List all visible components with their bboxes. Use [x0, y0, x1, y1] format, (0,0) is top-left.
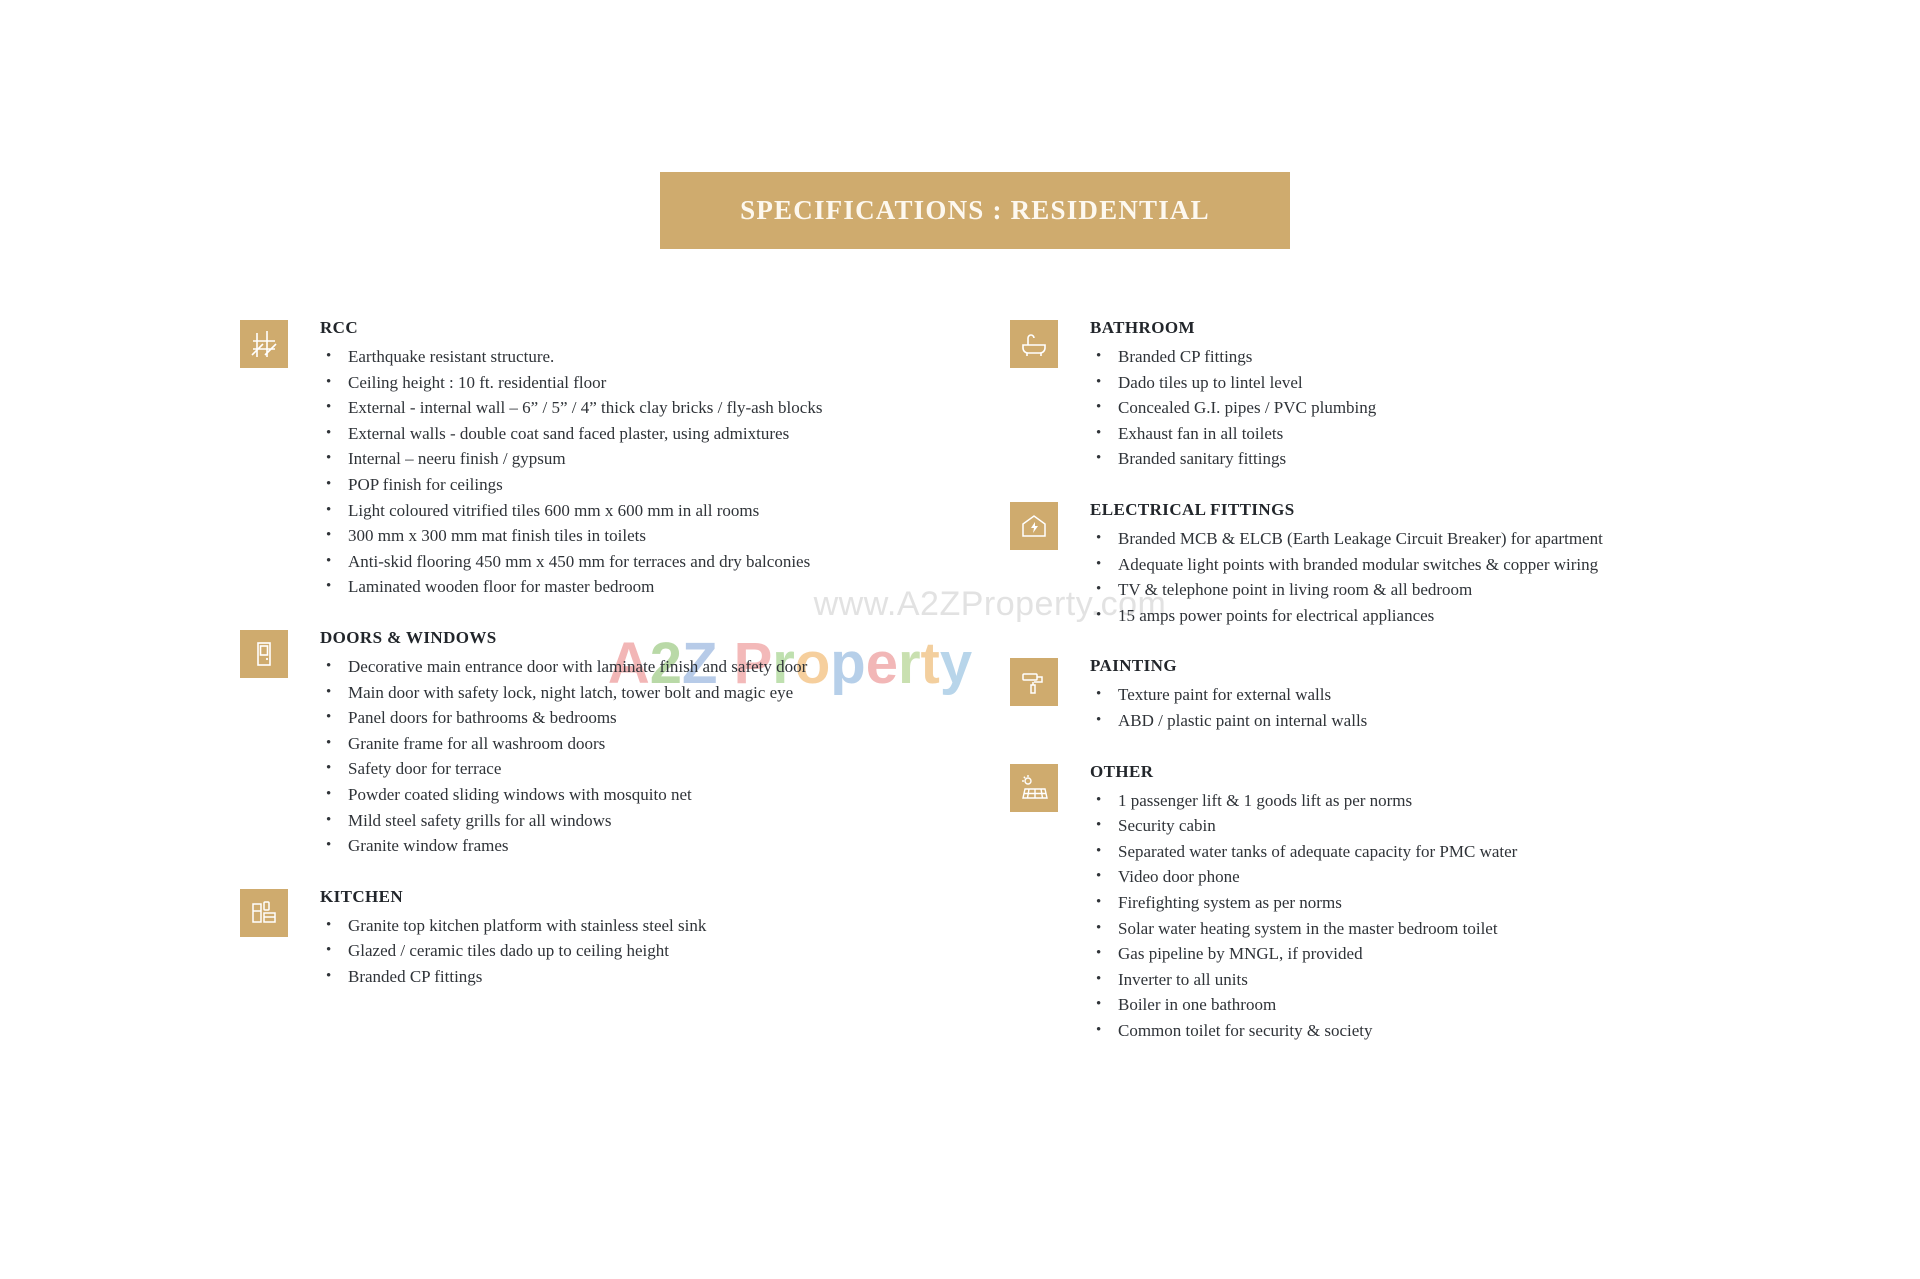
list-item: • TV & telephone point in living room & all bedroom: [1090, 577, 1760, 603]
list-item: • Adequate light points with branded modular switches & copper wiring: [1090, 552, 1760, 578]
watermark-brand: A2Z Property: [607, 631, 973, 696]
list-item: • Security cabin: [1090, 813, 1760, 839]
list-item: • Video door phone: [1090, 864, 1760, 890]
list-item: • Safety door for terrace: [320, 756, 990, 782]
right-column: [1010, 318, 1760, 1071]
solar-panel-icon: [1010, 764, 1058, 812]
list-item: • Granite window frames: [320, 833, 990, 859]
list-item: • Inverter to all units: [1090, 967, 1760, 993]
section-list: [1090, 526, 1760, 628]
list-item: • Branded CP fittings: [320, 964, 990, 990]
list-item: • Internal – neeru finish / gypsum: [320, 446, 990, 472]
list-item: • Mild steel safety grills for all windows: [320, 808, 990, 834]
list-item: • Exhaust fan in all toilets: [1090, 421, 1760, 447]
section-list: [320, 344, 990, 600]
door-icon: [240, 630, 288, 678]
list-item: • Ceiling height : 10 ft. residential floor: [320, 370, 990, 396]
left-column: [240, 318, 990, 1017]
list-item: • Panel doors for bathrooms & bedrooms: [320, 705, 990, 731]
section-heading: DOORS & WINDOWS: [320, 627, 497, 647]
list-item: • Glazed / ceramic tiles dado up to ceiling height: [320, 938, 990, 964]
list-item: • Powder coated sliding windows with mosquito net: [320, 782, 990, 808]
list-item: • Solar water heating system in the master bedroom toilet: [1090, 916, 1760, 942]
rcc-icon: [240, 320, 288, 368]
section-electrical-fittings: [1010, 500, 1760, 628]
list-item: • Anti-skid flooring 450 mm x 450 mm for terraces and dry balconies: [320, 549, 990, 575]
list-item: • Boiler in one bathroom: [1090, 992, 1760, 1018]
list-item: • Granite frame for all washroom doors: [320, 731, 990, 757]
section-list: [1090, 682, 1760, 733]
list-item: • Gas pipeline by MNGL, if provided: [1090, 941, 1760, 967]
list-item: • Laminated wooden floor for master bedroom: [320, 574, 990, 600]
section-kitchen: [240, 887, 990, 990]
section-list: [1090, 344, 1760, 472]
list-item: • 15 amps power points for electrical appliances: [1090, 603, 1760, 629]
list-item: • 300 mm x 300 mm mat finish tiles in toilets: [320, 523, 990, 549]
list-item: • Branded CP fittings: [1090, 344, 1760, 370]
section-heading: KITCHEN: [320, 886, 404, 906]
section-heading: OTHER: [1090, 761, 1154, 781]
section-other: [1010, 762, 1760, 1044]
list-item: • Main door with safety lock, night latch, tower bolt and magic eye: [320, 680, 990, 706]
list-item: • Texture paint for external walls: [1090, 682, 1760, 708]
list-item: • POP finish for ceilings: [320, 472, 990, 498]
section-list: [320, 654, 990, 859]
page-title: SPECIFICATIONS : RESIDENTIAL: [740, 195, 1210, 225]
section-heading: ELECTRICAL FITTINGS: [1090, 499, 1295, 519]
page-title-banner: [660, 172, 1290, 249]
section-painting: [1010, 656, 1760, 733]
section-bathroom: [1010, 318, 1760, 472]
list-item: • Earthquake resistant structure.: [320, 344, 990, 370]
bathtub-icon: [1010, 320, 1058, 368]
watermark-url: www.A2ZProperty.com: [813, 585, 1167, 623]
section-heading: RCC: [320, 318, 359, 337]
list-item: • 1 passenger lift & 1 goods lift as per norms: [1090, 788, 1760, 814]
list-item: • Decorative main entrance door with laminate finish and safety door: [320, 654, 990, 680]
list-item: • Concealed G.I. pipes / PVC plumbing: [1090, 395, 1760, 421]
list-item: • Dado tiles up to lintel level: [1090, 370, 1760, 396]
section-list: [1090, 788, 1760, 1044]
list-item: • Granite top kitchen platform with stainless steel sink: [320, 913, 990, 939]
section-rcc: [240, 318, 990, 600]
kitchen-icon: [240, 889, 288, 937]
list-item: • ABD / plastic paint on internal walls: [1090, 708, 1760, 734]
list-item: • Branded MCB & ELCB (Earth Leakage Circuit Breaker) for apartment: [1090, 526, 1760, 552]
list-item: • External walls - double coat sand faced plaster, using admixtures: [320, 421, 990, 447]
paint-roller-icon: [1010, 658, 1058, 706]
list-item: • External - internal wall – 6” / 5” / 4” thick clay bricks / fly-ash blocks: [320, 395, 990, 421]
list-item: • Branded sanitary fittings: [1090, 446, 1760, 472]
list-item: • Firefighting system as per norms: [1090, 890, 1760, 916]
section-list: [320, 913, 990, 990]
list-item: • Light coloured vitrified tiles 600 mm x 600 mm in all rooms: [320, 498, 990, 524]
section-doors-windows: [240, 628, 990, 859]
section-heading: BATHROOM: [1090, 318, 1195, 337]
section-heading: PAINTING: [1090, 656, 1177, 676]
list-item: • Separated water tanks of adequate capacity for PMC water: [1090, 839, 1760, 865]
list-item: • Common toilet for security & society: [1090, 1018, 1760, 1044]
electrical-icon: [1010, 502, 1058, 550]
